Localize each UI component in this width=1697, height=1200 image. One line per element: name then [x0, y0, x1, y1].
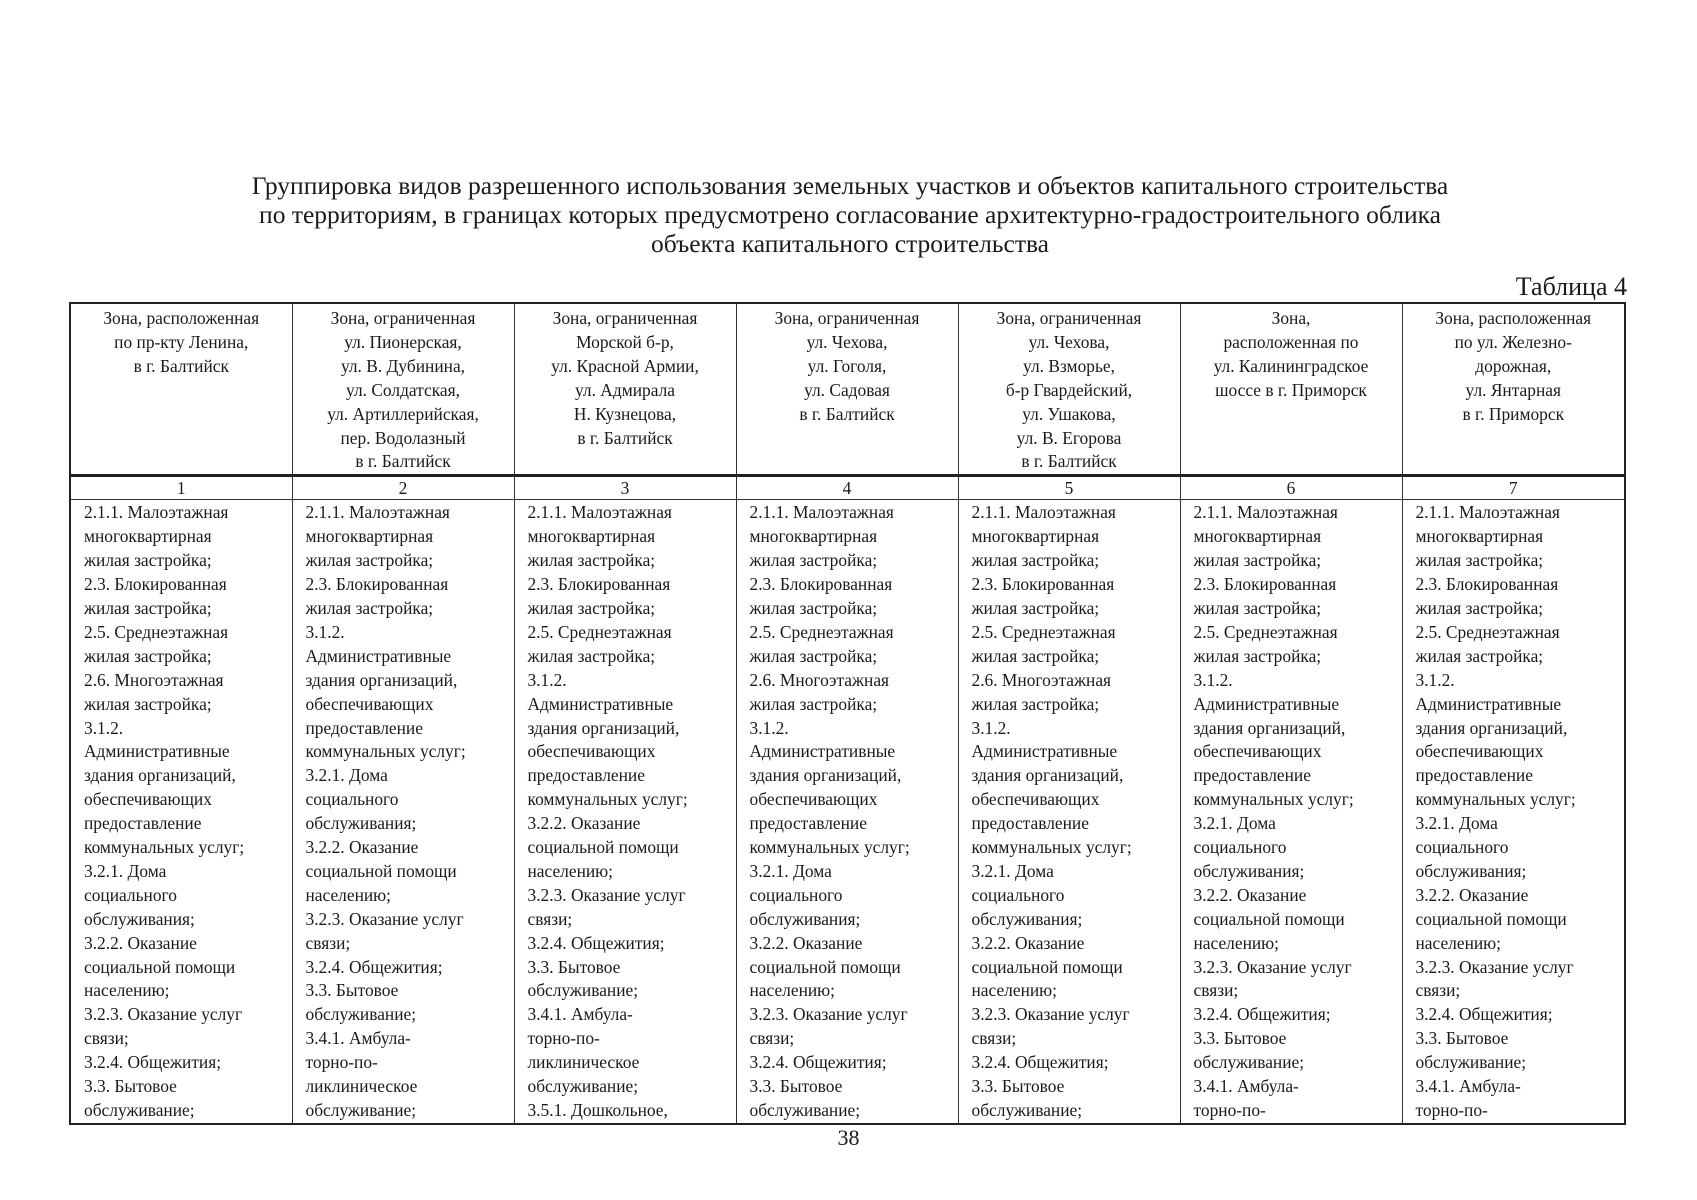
column-number-cell: 3 — [514, 476, 736, 500]
permitted-use-line: обслуживание; — [527, 980, 639, 1001]
permitted-uses-cell-3 — [514, 500, 736, 1124]
page-number: 38 — [837, 1125, 860, 1150]
header-cell-zone-6 — [1180, 303, 1402, 476]
header-cell-zone-4 — [736, 303, 958, 476]
header-line: Зона, ограниченная — [330, 308, 476, 328]
permitted-use-line: 3.2.4. Общежития; — [749, 1052, 887, 1073]
header-line: Н. Кузнецова, — [573, 403, 677, 424]
permitted-use-line: обслуживания; — [84, 908, 195, 929]
header-line: ул. Взморье, — [1023, 355, 1115, 376]
permitted-use-line: обслуживание; — [971, 1100, 1083, 1120]
permitted-use-line: 2.5. Среднеэтажная — [527, 621, 672, 642]
permitted-use-line: 3.1.2. — [527, 669, 567, 690]
header-line: по пр-кту Ленина, — [114, 331, 249, 352]
permitted-use-line: жилая застройка; — [1193, 550, 1322, 571]
permitted-use-line: Административные — [749, 741, 896, 762]
permitted-use-line: обслуживание; — [84, 1100, 195, 1120]
permitted-use-line: 2.1.1. Малоэтажная — [305, 502, 450, 523]
permitted-use-line: 3.2.1. Дома — [1415, 813, 1498, 834]
permitted-use-line: жилая застройка; — [749, 693, 878, 714]
permitted-use-line: коммунальных услуг; — [971, 837, 1132, 858]
permitted-use-line: обслуживания; — [749, 908, 861, 929]
permitted-use-line: 3.3. Бытовое — [1193, 1028, 1287, 1049]
permitted-use-line: здания организаций, — [84, 765, 236, 786]
permitted-use-line: 3.3. Бытовое — [971, 1076, 1065, 1097]
header-line: расположенная по — [1223, 331, 1359, 352]
column-number-cell: 4 — [736, 476, 958, 500]
permitted-use-line: 2.3. Блокированная — [749, 574, 893, 595]
permitted-use-line: 3.2.1. Дома — [749, 860, 832, 881]
permitted-use-line: обеспечивающих — [971, 789, 1100, 810]
permitted-use-line: жилая застройка; — [527, 597, 656, 618]
header-line: ул. Янтарная — [1465, 379, 1561, 400]
permitted-use-line: 3.4.1. Амбула- — [1415, 1076, 1521, 1097]
permitted-use-line: обеспечивающих — [305, 693, 434, 714]
header-line: по ул. Железно- — [1454, 331, 1572, 352]
permitted-use-line: многоквартирная — [305, 526, 434, 547]
permitted-use-line: обеспечивающих — [1415, 741, 1544, 762]
permitted-use-line: торно-по- — [1415, 1100, 1488, 1120]
permitted-use-line: 2.3. Блокированная — [84, 574, 227, 595]
permitted-use-line: торно-по- — [1193, 1100, 1266, 1120]
permitted-use-line: населению; — [527, 860, 614, 881]
permitted-use-line: 3.2.1. Дома — [305, 765, 388, 786]
title-line-2: по территориям, в границах которых предусмотрено согласование архитектурно-градостроительного облика — [259, 200, 1441, 229]
permitted-use-line: Административные — [527, 693, 674, 714]
permitted-use-line: предоставление — [1193, 765, 1311, 786]
permitted-use-line: обеспечивающих — [84, 789, 212, 810]
header-line: в г. Балтийск — [577, 427, 673, 448]
header-line: пер. Водолазный — [340, 427, 466, 448]
permitted-use-line: социального — [749, 884, 843, 905]
permitted-uses-cell-6 — [1180, 500, 1402, 1124]
permitted-use-line: многоквартирная — [527, 526, 656, 547]
permitted-use-line: 3.2.1. Дома — [84, 860, 167, 881]
header-line: в г. Балтийск — [799, 403, 895, 424]
permitted-use-line: 3.2.3. Оказание услуг — [84, 1004, 243, 1025]
permitted-use-line: социальной помощи — [749, 956, 901, 977]
permitted-use-line: жилая застройка; — [84, 550, 212, 571]
permitted-use-line: социальной помощи — [84, 956, 236, 977]
permitted-use-line: жилая застройка; — [84, 645, 212, 666]
header-line: ул. Чехова, — [1028, 331, 1110, 352]
permitted-use-line: здания организаций, — [1415, 717, 1568, 738]
header-cell-zone-7 — [1402, 303, 1625, 476]
permitted-use-line: 2.3. Блокированная — [527, 574, 671, 595]
permitted-use-line: социального — [1415, 837, 1509, 858]
permitted-use-line: 3.2.2. Оказание — [971, 932, 1085, 953]
permitted-use-line: коммунальных услуг; — [527, 789, 688, 810]
permitted-use-line: коммунальных услуг; — [1415, 789, 1576, 810]
header-line: в г. Балтийск — [355, 451, 451, 472]
permitted-use-line: жилая застройка; — [971, 693, 1100, 714]
permitted-use-line: многоквартирная — [971, 526, 1100, 547]
permitted-use-line: торно-по- — [527, 1028, 600, 1049]
header-line: Зона, — [1271, 308, 1311, 328]
header-cell-zone-2 — [292, 303, 514, 476]
permitted-use-line: населению; — [971, 980, 1058, 1001]
title-line-1: Группировка видов разрешенного использования земельных участков и объектов капитального строительства — [251, 171, 1449, 200]
permitted-use-line: 3.2.2. Оказание — [749, 932, 863, 953]
permitted-use-line: Административные — [84, 741, 230, 762]
permitted-use-line: 2.5. Среднеэтажная — [749, 621, 894, 642]
permitted-use-line: населению; — [1193, 932, 1280, 953]
permitted-use-line: 2.6. Многоэтажная — [971, 669, 1112, 690]
permitted-use-line: обслуживание; — [1193, 1052, 1305, 1073]
permitted-use-line: предоставление — [749, 813, 867, 834]
header-line: в г. Приморск — [1462, 403, 1565, 424]
permitted-use-line: жилая застройка; — [749, 597, 878, 618]
permitted-use-line: социального — [1193, 837, 1287, 858]
permitted-use-line: социальной помощи — [527, 837, 679, 858]
permitted-use-line: жилая застройка; — [305, 597, 434, 618]
permitted-use-line: связи; — [1193, 980, 1239, 1001]
header-line: ул. Солдатская, — [346, 379, 460, 400]
permitted-use-line: 3.2.3. Оказание услуг — [971, 1004, 1130, 1025]
permitted-use-line: многоквартирная — [1415, 526, 1544, 547]
permitted-use-line: 2.5. Среднеэтажная — [1415, 621, 1560, 642]
permitted-use-line: 3.1.2. — [1415, 669, 1455, 690]
permitted-use-line: связи; — [1415, 980, 1461, 1001]
permitted-use-line: связи; — [749, 1028, 795, 1049]
header-line: ул. Ушакова, — [1022, 403, 1116, 424]
permitted-use-line: обслуживания; — [1193, 860, 1305, 881]
permitted-use-line: 2.5. Среднеэтажная — [971, 621, 1116, 642]
permitted-use-line: предоставление — [527, 765, 645, 786]
permitted-use-line: 3.3. Бытовое — [84, 1076, 177, 1097]
permitted-use-line: 2.5. Среднеэтажная — [84, 621, 229, 642]
header-line: дорожная, — [1475, 355, 1552, 376]
header-line: Зона, ограниченная — [774, 308, 920, 328]
permitted-use-line: жилая застройка; — [1415, 550, 1544, 571]
header-line: ул. Чехова, — [806, 331, 888, 352]
permitted-use-line: обслуживание; — [1415, 1052, 1527, 1073]
permitted-use-line: 3.2.2. Оказание — [84, 932, 197, 953]
permitted-use-line: 3.2.4. Общежития; — [84, 1052, 222, 1073]
permitted-use-line: 2.1.1. Малоэтажная — [749, 502, 894, 523]
permitted-use-line: предоставление — [305, 717, 423, 738]
permitted-use-line: обеспечивающих — [1193, 741, 1322, 762]
column-number-cell: 1 — [70, 476, 292, 500]
permitted-use-line: 3.2.3. Оказание услуг — [749, 1004, 908, 1025]
header-line: б-р Гвардейский, — [1005, 379, 1133, 400]
permitted-use-line: здания организаций, — [749, 765, 902, 786]
permitted-use-line: 3.2.4. Общежития; — [1193, 1004, 1331, 1025]
permitted-use-line: населению; — [305, 884, 392, 905]
table-label: Таблица 4 — [1515, 272, 1627, 301]
permitted-use-line: населению; — [749, 980, 836, 1001]
header-cell-zone-5 — [958, 303, 1180, 476]
permitted-use-line: 3.1.2. — [305, 621, 345, 642]
permitted-use-line: жилая застройка; — [1193, 645, 1322, 666]
column-number-cell: 5 — [958, 476, 1180, 500]
permitted-use-line: 3.2.2. Оказание — [305, 837, 419, 858]
permitted-use-line: 2.1.1. Малоэтажная — [527, 502, 672, 523]
permitted-use-line: 3.3. Бытовое — [527, 956, 621, 977]
permitted-use-line: многоквартирная — [84, 526, 212, 547]
column-number-cell: 2 — [292, 476, 514, 500]
permitted-use-line: социальной помощи — [305, 860, 457, 881]
header-line: ул. Артиллерийская, — [327, 403, 479, 424]
permitted-use-line: обеспечивающих — [749, 789, 878, 810]
permitted-use-line: связи; — [527, 908, 573, 929]
permitted-use-line: предоставление — [84, 813, 202, 834]
permitted-use-line: жилая застройка; — [84, 693, 212, 714]
permitted-use-line: 2.5. Среднеэтажная — [1193, 621, 1338, 642]
permitted-use-line: здания организаций, — [527, 717, 680, 738]
permitted-use-line: 3.4.1. Амбула- — [1193, 1076, 1299, 1097]
permitted-use-line: обслуживание; — [305, 1100, 417, 1120]
permitted-use-line: здания организаций, — [1193, 717, 1346, 738]
permitted-use-line: 2.6. Многоэтажная — [749, 669, 890, 690]
permitted-use-line: 3.1.2. — [1193, 669, 1233, 690]
header-line: ул. В. Егорова — [1016, 427, 1122, 448]
permitted-use-line: ликлиническое — [305, 1076, 418, 1097]
permitted-uses-cell-2 — [292, 500, 514, 1124]
header-line: шоссе в г. Приморск — [1215, 379, 1367, 400]
permitted-use-line: коммунальных услуг; — [305, 741, 466, 762]
permitted-use-line: социального — [305, 789, 399, 810]
permitted-use-line: 2.3. Блокированная — [971, 574, 1115, 595]
permitted-use-line: здания организаций, — [971, 765, 1124, 786]
header-line: Морской б-р, — [576, 331, 674, 352]
permitted-use-line: жилая застройка; — [971, 597, 1100, 618]
column-number-row — [70, 476, 1625, 500]
permitted-use-line: Административные — [1415, 693, 1562, 714]
permitted-use-line: 2.3. Блокированная — [1193, 574, 1337, 595]
permitted-use-line: социальной помощи — [1415, 908, 1567, 929]
permitted-use-line: 3.2.4. Общежития; — [971, 1052, 1109, 1073]
permitted-use-line: жилая застройка; — [1415, 645, 1544, 666]
permitted-use-line: 3.2.4. Общежития; — [527, 932, 665, 953]
permitted-use-line: социальной помощи — [971, 956, 1123, 977]
permitted-use-line: 3.2.2. Оказание — [1415, 884, 1529, 905]
permitted-use-line: 2.1.1. Малоэтажная — [1415, 502, 1560, 523]
permitted-use-line: жилая застройка; — [527, 645, 656, 666]
permitted-use-line: населению; — [1415, 932, 1502, 953]
permitted-use-line: жилая застройка; — [1415, 597, 1544, 618]
permitted-use-line: 3.1.2. — [971, 717, 1011, 738]
permitted-use-line: жилая застройка; — [1193, 597, 1322, 618]
permitted-use-line: 3.1.2. — [84, 717, 124, 738]
permitted-use-line: 3.3. Бытовое — [749, 1076, 843, 1097]
header-line: ул. Пионерская, — [344, 331, 462, 352]
document-title — [120, 171, 1580, 258]
permitted-use-line: обеспечивающих — [527, 741, 656, 762]
permitted-use-line: обслуживания; — [971, 908, 1083, 929]
permitted-use-line: коммунальных услуг; — [84, 837, 245, 858]
header-line: Зона, расположенная — [103, 308, 260, 328]
permitted-use-line: 3.2.3. Оказание услуг — [1415, 956, 1574, 977]
permitted-use-line: социального — [84, 884, 177, 905]
permitted-use-line: коммунальных услуг; — [749, 837, 910, 858]
permitted-use-line: жилая застройка; — [749, 550, 878, 571]
header-line: Зона, ограниченная — [996, 308, 1142, 328]
permitted-use-line: 3.5.1. Дошкольное, — [527, 1100, 668, 1120]
permitted-use-line: 3.2.4. Общежития; — [305, 956, 443, 977]
header-line: ул. Красной Армии, — [551, 355, 699, 376]
permitted-use-line: 3.2.1. Дома — [971, 860, 1054, 881]
permitted-use-line: связи; — [84, 1028, 129, 1049]
permitted-use-line: 3.4.1. Амбула- — [527, 1004, 633, 1025]
permitted-use-line: 3.2.4. Общежития; — [1415, 1004, 1553, 1025]
permitted-use-line: торно-по- — [305, 1052, 378, 1073]
title-line-3: объекта капитального строительства — [651, 229, 1049, 258]
permitted-use-line: социального — [971, 884, 1065, 905]
permitted-use-line: 3.4.1. Амбула- — [305, 1028, 411, 1049]
header-line: ул. Адмирала — [575, 379, 675, 400]
permitted-use-line: многоквартирная — [1193, 526, 1322, 547]
permitted-use-line: обслуживание; — [749, 1100, 861, 1120]
column-number-cell: 6 — [1180, 476, 1402, 500]
permitted-use-line: жилая застройка; — [527, 550, 656, 571]
permitted-use-line: обслуживания; — [305, 813, 417, 834]
permitted-use-line: 3.2.1. Дома — [1193, 813, 1276, 834]
permitted-use-line: Административные — [305, 645, 452, 666]
permitted-use-line: жилая застройка; — [971, 550, 1100, 571]
permitted-use-line: 2.1.1. Малоэтажная — [84, 502, 229, 523]
header-line: ул. Калининградское — [1213, 355, 1369, 376]
permitted-use-line: обслуживание; — [527, 1076, 639, 1097]
header-cell-zone-1 — [70, 303, 292, 476]
table-row — [70, 500, 1625, 1124]
permitted-use-line: 2.6. Многоэтажная — [84, 669, 224, 690]
permitted-use-line: 3.3. Бытовое — [305, 980, 399, 1001]
permitted-use-line: Административные — [971, 741, 1118, 762]
header-cell-zone-3 — [514, 303, 736, 476]
header-line: ул. В. Дубинина, — [340, 355, 466, 376]
column-number-cell: 7 — [1402, 476, 1625, 500]
header-line: в г. Балтийск — [1021, 451, 1117, 472]
permitted-use-line: предоставление — [971, 813, 1089, 834]
permitted-use-line: 3.2.3. Оказание услуг — [1193, 956, 1352, 977]
header-line: в г. Балтийск — [133, 355, 229, 376]
permitted-use-line: здания организаций, — [305, 669, 458, 690]
permitted-uses-cell-1 — [70, 500, 292, 1124]
permitted-use-line: жилая застройка; — [971, 645, 1100, 666]
permitted-use-line: многоквартирная — [749, 526, 878, 547]
permitted-use-line: жилая застройка; — [749, 645, 878, 666]
permitted-use-line: коммунальных услуг; — [1193, 789, 1354, 810]
permitted-use-line: 3.2.2. Оказание — [1193, 884, 1307, 905]
permitted-use-line: обслуживания; — [1415, 860, 1527, 881]
permitted-uses-cell-5 — [958, 500, 1180, 1124]
permitted-use-line: обслуживание; — [305, 1004, 417, 1025]
permitted-use-line: 3.3. Бытовое — [1415, 1028, 1509, 1049]
permitted-use-line: 3.2.3. Оказание услуг — [527, 884, 686, 905]
permitted-use-line: 2.3. Блокированная — [1415, 574, 1559, 595]
header-line: ул. Садовая — [804, 379, 890, 400]
permitted-use-line: 3.2.2. Оказание — [527, 813, 641, 834]
header-line: Зона, расположенная — [1435, 308, 1592, 328]
permitted-use-line: предоставление — [1415, 765, 1533, 786]
permitted-uses-cell-7 — [1402, 500, 1625, 1124]
permitted-use-line: жилая застройка; — [84, 597, 212, 618]
header-line: Зона, ограниченная — [552, 308, 698, 328]
permitted-use-line: 3.1.2. — [749, 717, 789, 738]
permitted-use-line: 3.2.3. Оказание услуг — [305, 908, 464, 929]
permitted-use-line: 2.1.1. Малоэтажная — [1193, 502, 1338, 523]
permitted-use-line: связи; — [305, 932, 351, 953]
permitted-use-line: Административные — [1193, 693, 1340, 714]
permitted-use-line: связи; — [971, 1028, 1017, 1049]
permitted-use-line: населению; — [84, 980, 170, 1001]
zones-table — [69, 302, 1626, 1125]
permitted-use-line: жилая застройка; — [305, 550, 434, 571]
permitted-use-line: ликлиническое — [527, 1052, 640, 1073]
permitted-uses-cell-4 — [736, 500, 958, 1124]
header-row — [70, 303, 1625, 476]
permitted-use-line: 2.3. Блокированная — [305, 574, 449, 595]
header-line: ул. Гоголя, — [807, 355, 887, 376]
permitted-use-line: социальной помощи — [1193, 908, 1345, 929]
permitted-use-line: 2.1.1. Малоэтажная — [971, 502, 1116, 523]
